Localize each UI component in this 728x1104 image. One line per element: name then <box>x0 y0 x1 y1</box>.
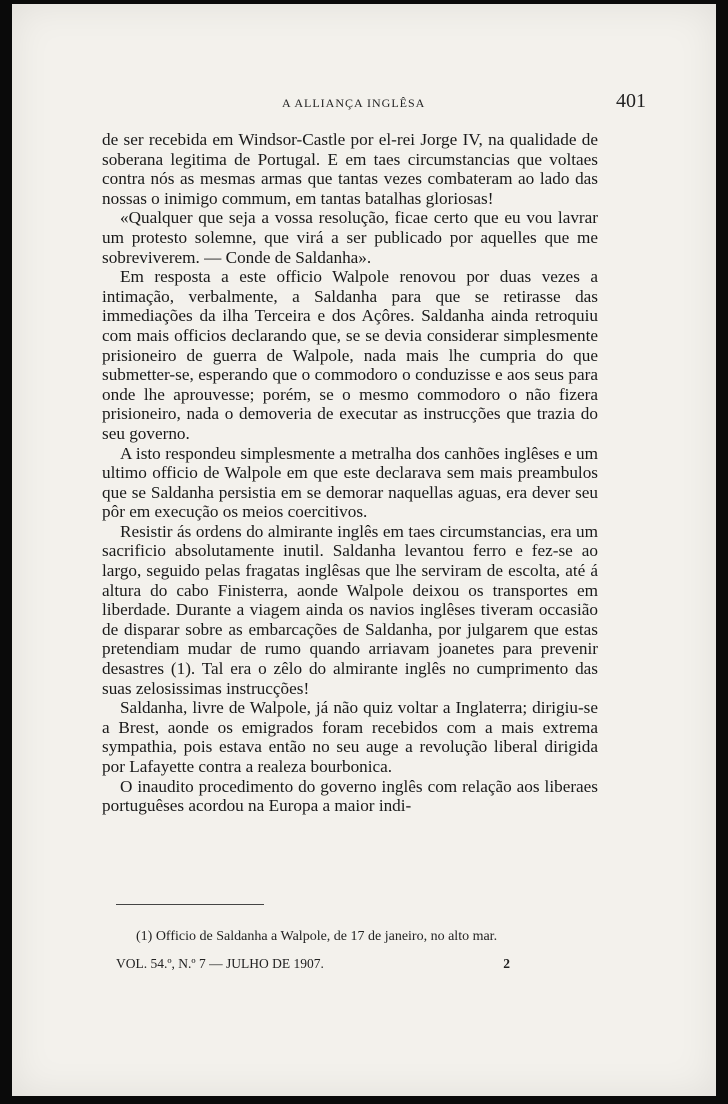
paragraph-continuation: de ser recebida em Windsor-Castle por el-rei Jorge IV, na qualidade de soberana legitima de Portugal. E em taes circumstancias que voltaes contra nós as mesmas armas que tantas vezes combateram ao lado das nossas o inimigo commum, em tantas batalhas gloriosas! <box>102 130 598 208</box>
body-text <box>102 130 598 816</box>
signature-mark: 2 <box>503 956 510 971</box>
paragraph: A isto respondeu simplesmente a metralha dos canhões inglêses e um ultimo officio de Walpole em que este declarava sem mais preambulos que se Saldanha persistia em se demorar naquellas aguas, era dever seu pôr em execução os meios coercitivos. <box>102 443 598 522</box>
footnote-divider <box>116 904 264 905</box>
volume-line: VOL. 54.º, N.º 7 — JULHO DE 1907. <box>116 956 324 971</box>
page-header <box>102 90 646 116</box>
book-page <box>12 4 716 1096</box>
paragraph: Resistir ás ordens do almirante inglês em taes circumstancias, era um sacrificio absolutamente inutil. Saldanha levantou ferro e fez-se ao largo, seguido pelas fragatas inglêsas que lhe serviram de escolta, até á altura do cabo Finisterra, aonde Walpole deixou os transportes em liberdade. Durante a viagem ainda os navios inglêses tiveram occasião de disparar sobre as embarcações de Saldanha, por julgarem que estas pretendiam mudar de rumo quando arriavam joanetes para prevenir desastres (1). Tal era o zêlo do almirante inglês no cumprimento das suas zelosissimas instrucções! <box>102 521 598 698</box>
paragraph: Em resposta a este officio Walpole renovou por duas vezes a intimação, verbalmente, a Saldanha para que se retirasse das immediações da ilha Terceira e dos Açôres. Saldanha ainda retroquiu com mais officios declarando que, se se devia considerar simplesmente prisioneiro de guerra de Walpole, nada mais lhe cumpria do que submetter-se, esperando que o commodoro o conduzisse e aos seus para onde lhe aprouvesse; porém, se o mesmo commodoro o não fizera prisioneiro, nada o demoveria de executar as instrucções que trazia do seu governo. <box>102 267 598 443</box>
page-number: 401 <box>616 90 646 112</box>
running-title: A ALLIANÇA INGLÊSA <box>282 96 426 110</box>
paragraph-quote: «Qualquer que seja a vossa resolução, ficae certo que eu vou lavrar um protesto solemne, que virá a ser publicado por aquelles que me sobreviverem. — Conde de Saldanha». <box>102 208 598 267</box>
footnote: (1) Officio de Saldanha a Walpole, de 17 de janeiro, no alto mar. <box>136 929 498 944</box>
paragraph: Saldanha, livre de Walpole, já não quiz voltar a Inglaterra; dirigiu-se a Brest, aonde os emigrados foram recebidos com a mais extrema sympathia, pois estava então no seu auge a revolução liberal dirigida por Lafayette contra a realeza bourbonica. <box>102 698 598 776</box>
page-footer <box>116 956 510 976</box>
paragraph: O inaudito procedimento do governo inglês com relação aos liberaes portuguêses acordou na Europa a maior indi- <box>102 776 598 816</box>
